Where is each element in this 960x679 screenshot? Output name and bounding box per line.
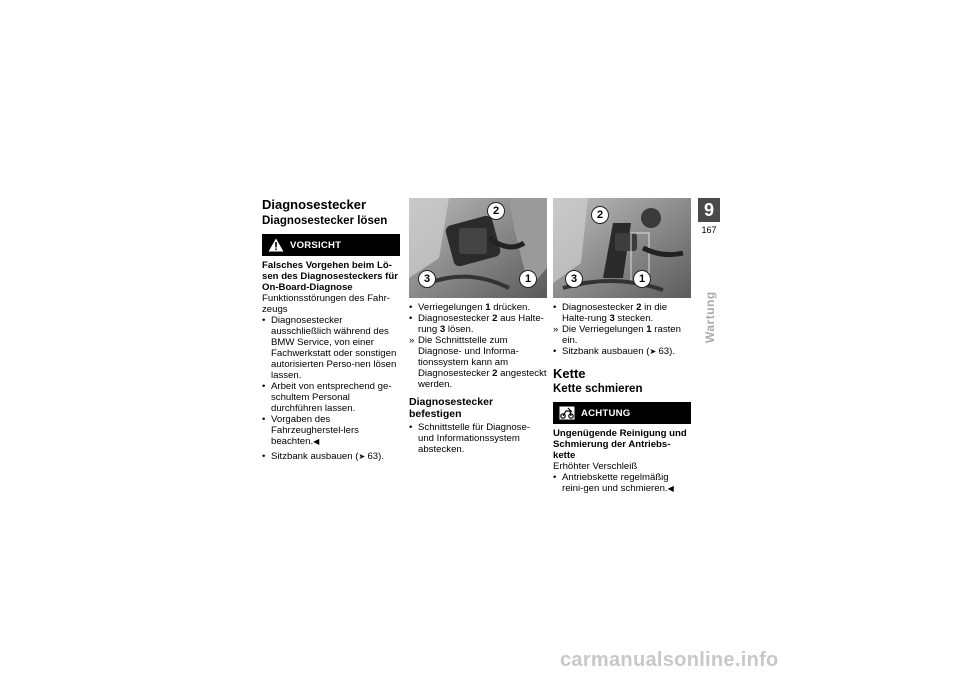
ref-number: 3 xyxy=(609,313,615,324)
notice-text: Erhöhter Verschleiß xyxy=(553,461,638,472)
step-text: stecken. xyxy=(614,313,654,324)
list-item xyxy=(553,472,691,494)
ref-number: 1 xyxy=(485,302,491,313)
column-3 xyxy=(553,198,691,494)
result-text: Die Schnittstelle zum Diagnose- und Informa-tionssystem kann am Diagnosestecker xyxy=(418,335,519,379)
warning-list xyxy=(262,315,400,447)
column-1 xyxy=(262,198,400,462)
step-list xyxy=(553,302,691,357)
list-item-text: Vorgaben des Fahrzeugherstel-lers beachten. xyxy=(271,414,359,447)
subsection-title: Kette schmieren xyxy=(553,383,643,395)
warning-triangle-icon xyxy=(268,238,284,252)
step-list xyxy=(409,302,547,390)
list-item: • Diagnosestecker ausschließlich während des BMW Service, von einer Fachwerkstatt oder sonstigen autorisierten Perso-nen lösen lassen. xyxy=(262,315,400,381)
chapter-number: 9 xyxy=(698,198,720,222)
step-text: Sitzbank ausbauen ( xyxy=(562,346,650,357)
page-number: 167 xyxy=(701,225,717,235)
result-text: Die Verriegelungen xyxy=(562,324,647,335)
list-item-text: Antriebskette regelmäßig reini-gen und schmieren. xyxy=(562,472,669,494)
photo-diagnostic-plug-attach xyxy=(553,198,691,298)
end-triangle-icon: ◀ xyxy=(667,484,674,493)
result-text: rasten ein. xyxy=(562,324,681,346)
list-item xyxy=(409,302,547,313)
callout-2: 2 xyxy=(487,202,505,220)
warning-banner xyxy=(262,234,400,256)
step-text: aus Halte-rung xyxy=(418,313,544,335)
ref-number: 2 xyxy=(492,368,498,379)
page-reference[interactable]: 63). xyxy=(658,346,676,357)
notice-heading: Ungenügende Reinigung und Schmierung der Antriebs-kette xyxy=(553,428,687,461)
page-reference[interactable]: 63). xyxy=(367,451,385,462)
callout-3: 3 xyxy=(565,270,583,288)
chapter-sidebar xyxy=(698,198,720,235)
step-text: Verriegelungen xyxy=(418,302,486,313)
section-title: Diagnosestecker xyxy=(262,197,367,212)
step-list xyxy=(262,451,400,462)
section-title: Kette xyxy=(553,366,586,381)
page-reference-arrow-icon: ➤ xyxy=(649,347,657,356)
chapter-title: Wartung xyxy=(703,291,717,343)
ref-number: 2 xyxy=(492,313,498,324)
notice-list xyxy=(553,472,691,494)
page-reference-arrow-icon: ➤ xyxy=(358,452,366,461)
ref-number: 1 xyxy=(646,324,652,335)
callout-3: 3 xyxy=(418,270,436,288)
result-item xyxy=(553,324,691,346)
notice-banner xyxy=(553,402,691,424)
callout-1: 1 xyxy=(519,270,537,288)
subsection-title: Diagnosestecker befestigen xyxy=(409,396,494,420)
end-triangle-icon: ◀ xyxy=(313,437,320,446)
warning-label: VORSICHT xyxy=(290,239,342,251)
ref-number: 3 xyxy=(439,324,446,335)
result-item xyxy=(409,335,547,390)
column-2 xyxy=(409,198,547,455)
ref-number: 2 xyxy=(636,302,642,313)
step-text: Diagnosestecker xyxy=(418,313,493,324)
callout-2: 2 xyxy=(591,206,609,224)
list-item xyxy=(262,451,400,462)
list-item xyxy=(553,302,691,324)
step-text: drücken. xyxy=(490,302,531,313)
watermark: carmanualsonline.info xyxy=(560,649,779,671)
notice-label: ACHTUNG xyxy=(581,407,631,419)
list-item xyxy=(262,414,400,447)
photo-diagnostic-plug-release xyxy=(409,198,547,298)
motorcycle-damage-icon xyxy=(559,406,575,420)
callout-1: 1 xyxy=(633,270,651,288)
result-text: angesteckt werden. xyxy=(418,368,547,390)
step-text: Sitzbank ausbauen ( xyxy=(271,451,359,462)
step-text: lösen. xyxy=(445,324,474,335)
step-text: in die Halte-rung xyxy=(562,302,668,324)
list-item xyxy=(553,346,691,357)
list-item: • Schnittstelle für Diagnose- und Informationssystem abstecken. xyxy=(409,422,547,455)
step-list xyxy=(409,422,547,455)
list-item xyxy=(409,313,547,335)
warning-text: Funktionsstörungen des Fahr-zeugs xyxy=(262,293,390,315)
step-text: Diagnosestecker xyxy=(562,302,637,313)
list-item: • Arbeit von entsprechend ge-schultem Personal durchführen lassen. xyxy=(262,381,400,414)
subsection-title: Diagnosestecker lösen xyxy=(262,215,388,227)
warning-heading: Falsches Vorgehen beim Lö-sen des Diagnosesteckers für On-Board-Diagnose xyxy=(262,260,398,293)
